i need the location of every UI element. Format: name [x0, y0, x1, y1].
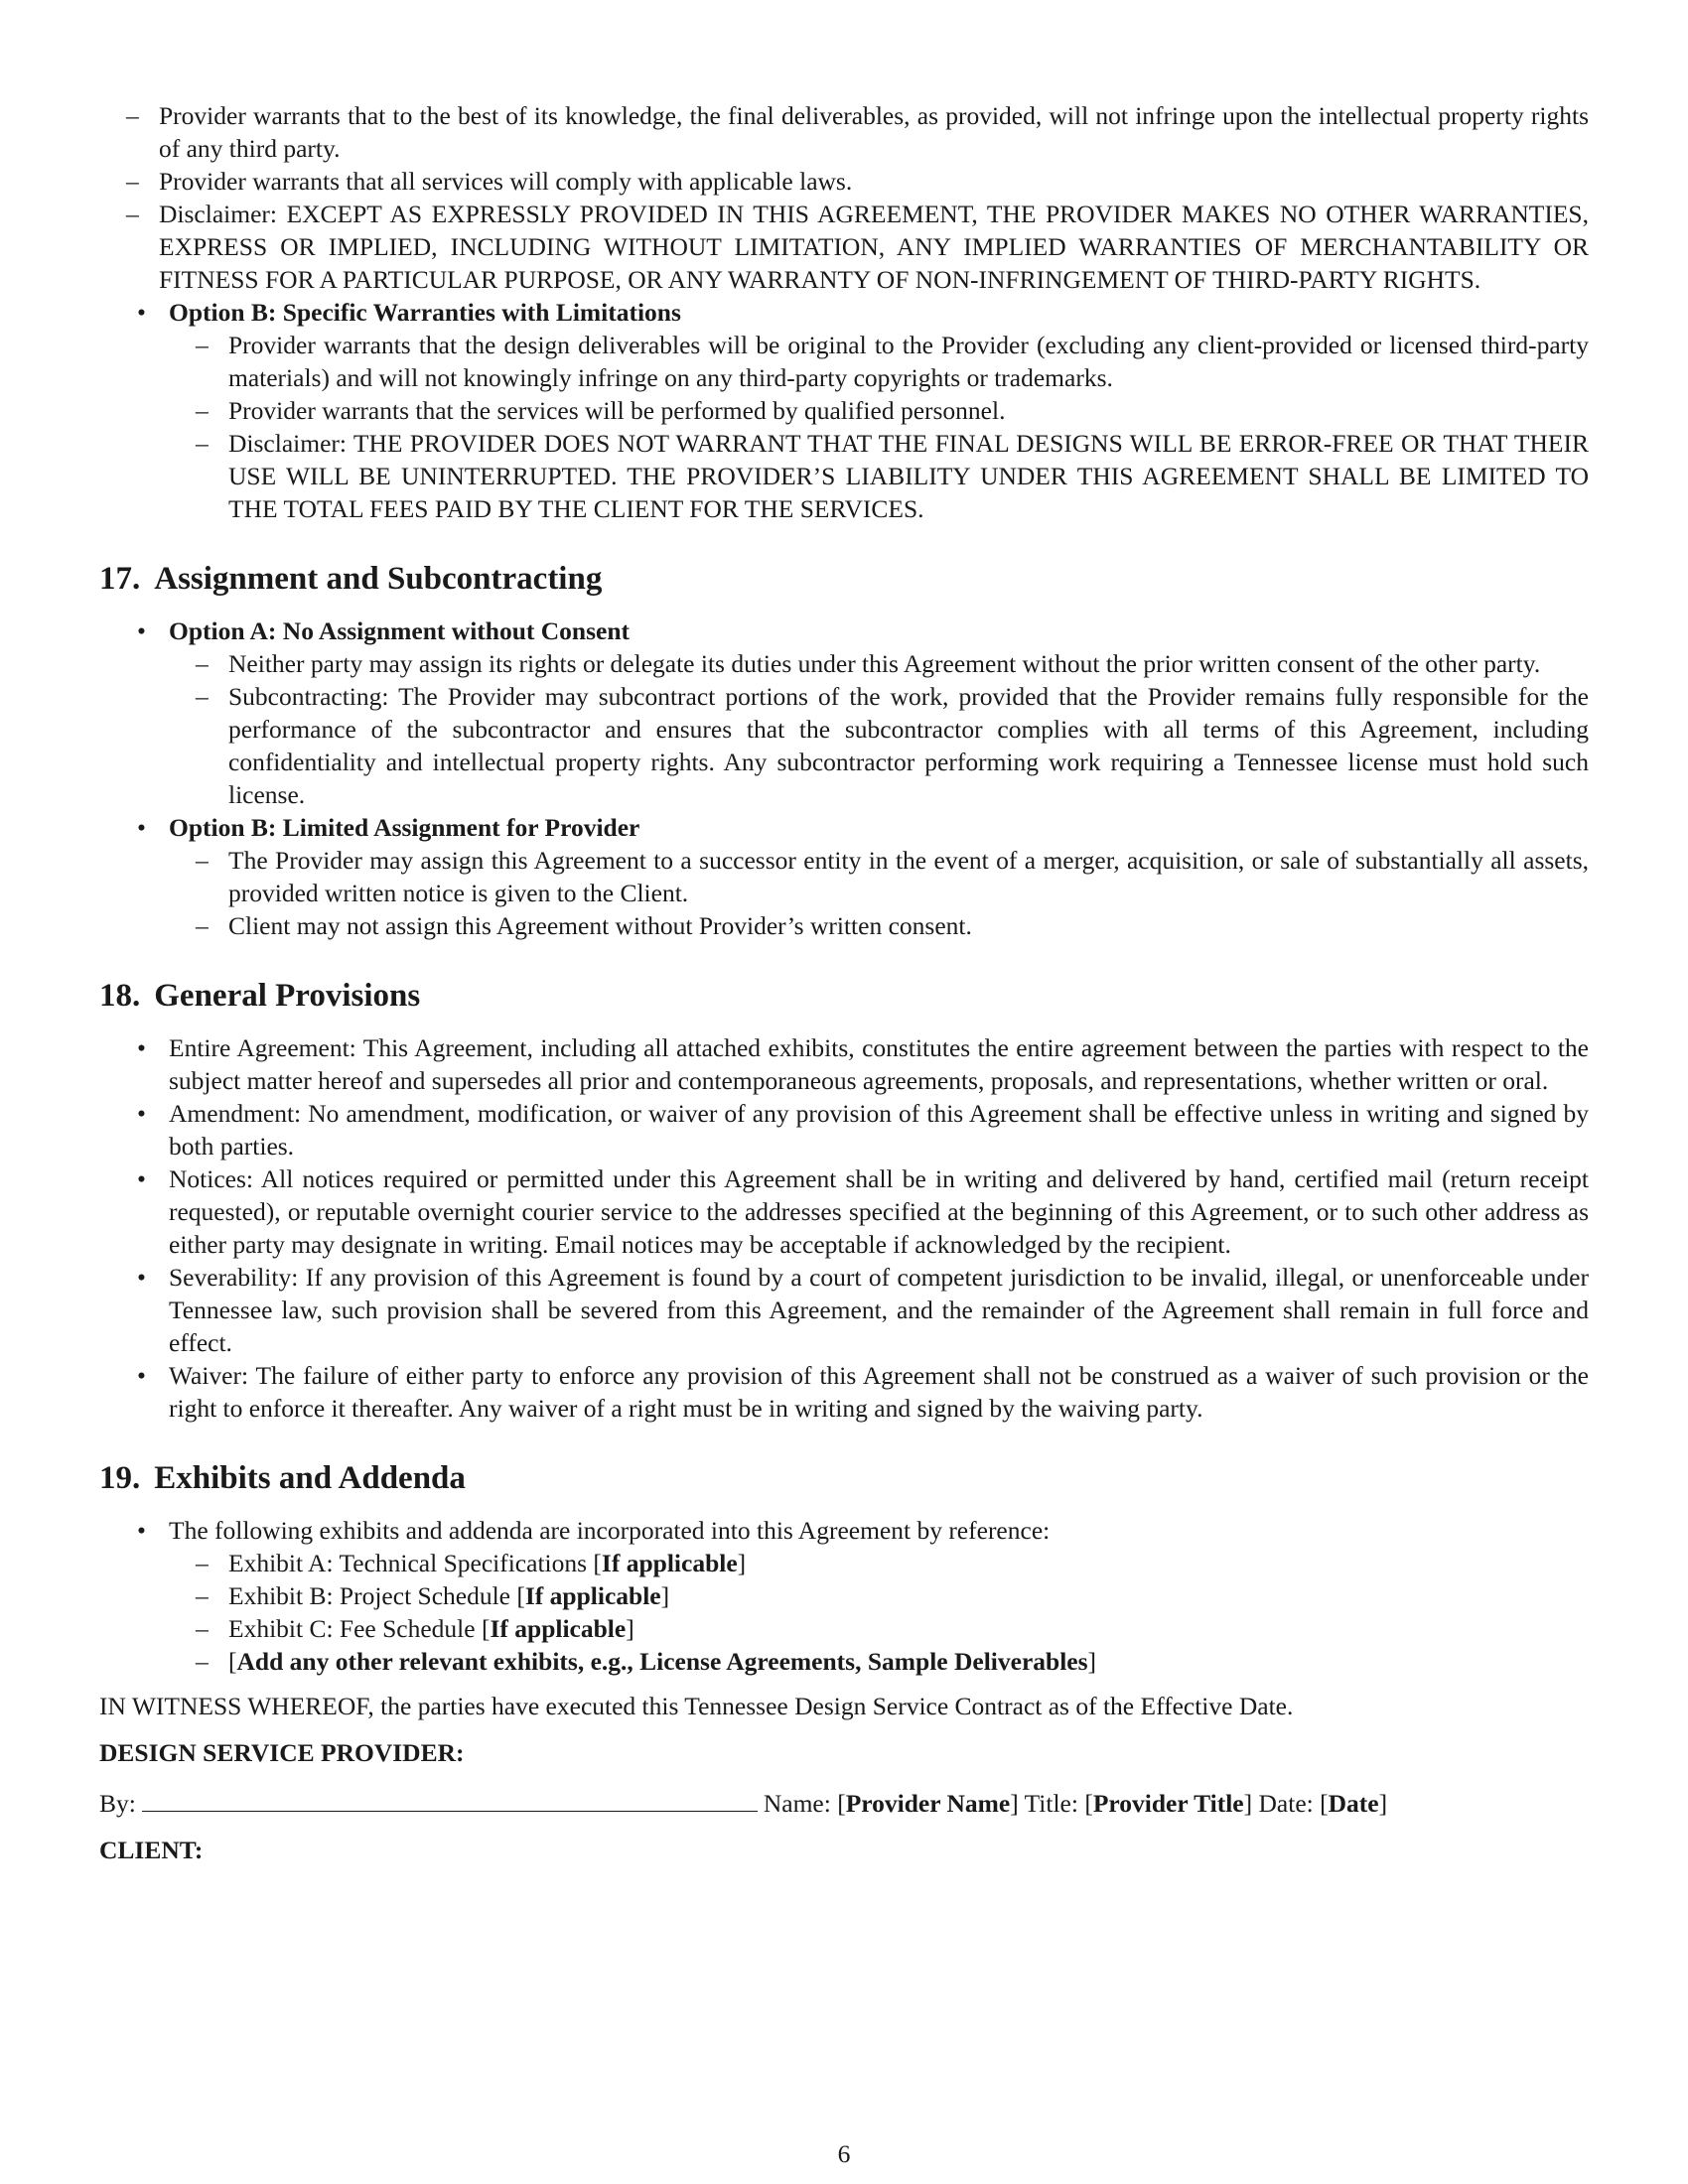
exhibit-item: – Exhibit B: Project Schedule [If applicable]: [99, 1579, 1589, 1612]
exhibit-label: Exhibit A: Technical Specifications: [228, 1549, 594, 1577]
by-label: By:: [99, 1789, 136, 1818]
option-title: Option B: Limited Assignment for Provider: [169, 813, 640, 842]
name-placeholder: Provider Name: [845, 1789, 1011, 1818]
title-placeholder: Provider Title: [1092, 1789, 1244, 1818]
exhibit-label: Exhibit C: Fee Schedule: [228, 1614, 482, 1643]
signature-blank: [142, 1789, 758, 1812]
exhibit-label: Exhibit B: Project Schedule: [228, 1581, 517, 1610]
list-item: – Provider warrants that the design deliverables will be original to the Provider (excluding any client-provided or licensed third-party materials) and will not knowingly infringe on any third-party copyrights or trademarks.: [99, 329, 1589, 394]
witness-statement: IN WITNESS WHEREOF, the parties have executed this Tennessee Design Service Contract as of the Effective Date.: [99, 1692, 1294, 1720]
section-heading-18: [99, 976, 1589, 1016]
exhibit-item: – Exhibit A: Technical Specifications [If applicable]: [99, 1547, 1589, 1579]
exhibits-intro-text: The following exhibits and addenda are incorporated into this Agreement by reference:: [169, 1516, 1051, 1545]
name-label: Name:: [763, 1789, 831, 1818]
provider-signature-line: By: Name: [Provider Name] Title: [Provider Title] Date: [Date]: [99, 1789, 1388, 1818]
warranty-options-list: [99, 99, 1589, 525]
list-item: – The Provider may assign this Agreement to a successor entity in the event of a merger, acquisition, or sale of substantially all assets, provided written notice is given to the Client.: [99, 844, 1589, 909]
list-item: – Client may not assign this Agreement without Provider’s written consent.: [99, 909, 1589, 942]
section-number: 18.: [99, 978, 141, 1014]
section-title: Assignment and Subcontracting: [154, 561, 603, 597]
exhibit-note: If applicable: [490, 1614, 627, 1643]
option-title: Option B: Specific Warranties with Limitations: [169, 298, 681, 327]
exhibit-note: If applicable: [524, 1581, 661, 1610]
assignment-options-list: [99, 614, 1589, 942]
list-item: • Notices: All notices required or permitted under this Agreement shall be in writing and delivered by hand, certified mail (return receipt requested), or reputable overnight courier service to the addresses specified at the beginning of this Agreement, or to such other address as either party may designate in writing. Email notices may be acceptable if acknowledged by the recipient.: [99, 1162, 1589, 1261]
list-item: • Waiver: The failure of either party to enforce any provision of this Agreement shall not be construed as a waiver of such provision or the right to enforce it thereafter. Any waiver of a right must be in writing and signed by the waiving party.: [99, 1359, 1589, 1425]
provider-signature-heading: DESIGN SERVICE PROVIDER:: [99, 1738, 465, 1767]
page-number: 6: [837, 2139, 851, 2168]
exhibit-note: Add any other relevant exhibits, e.g., License Agreements, Sample Deliverables: [236, 1647, 1088, 1676]
exhibit-note: If applicable: [601, 1549, 738, 1577]
list-item: – Disclaimer: EXCEPT AS EXPRESSLY PROVIDED IN THIS AGREEMENT, THE PROVIDER MAKES NO OTHER WARRANTIES, EXPRESS OR IMPLIED, INCLUDING WITHOUT LIMITATION, ANY IMPLIED WARRANTIES OF MERCHANTABILITY OR FITNESS FOR A PARTICULAR PURPOSE, OR ANY WARRANTY OF NON-INFRINGEMENT OF THIRD-PARTY RIGHTS.: [30, 198, 1589, 296]
document-page: [99, 99, 1589, 1866]
list-item: – Neither party may assign its rights or delegate its duties under this Agreement without the prior written consent of the other party.: [99, 647, 1589, 680]
exhibit-item: – Exhibit C: Fee Schedule [If applicable]: [99, 1612, 1589, 1645]
assignment-option-b: [99, 811, 1589, 942]
client-signature-heading: CLIENT:: [99, 1836, 204, 1864]
section-number: 19.: [99, 1460, 141, 1496]
title-label: Title:: [1024, 1789, 1078, 1818]
date-placeholder: Date: [1328, 1789, 1379, 1818]
date-label: Date:: [1258, 1789, 1314, 1818]
assignment-option-a: [99, 614, 1589, 811]
option-title: Option A: No Assignment without Consent: [169, 616, 631, 645]
list-item: • Entire Agreement: This Agreement, including all attached exhibits, constitutes the entire agreement between the parties with respect to the subject matter hereof and supersedes all prior and contemporaneous agreements, proposals, and representations, whether written or oral.: [99, 1031, 1589, 1097]
section-number: 17.: [99, 561, 141, 597]
list-item: – Provider warrants that all services will comply with applicable laws.: [30, 165, 1589, 198]
exhibits-intro: [99, 1514, 1589, 1678]
warranty-option-b: [99, 296, 1589, 525]
list-item: • Severability: If any provision of this Agreement is found by a court of competent jurisdiction to be invalid, illegal, or unenforceable under Tennessee law, such provision shall be severed from this Agreement, and the remainder of the Agreement shall remain in full force and effect.: [99, 1261, 1589, 1359]
section-title: General Provisions: [154, 978, 421, 1014]
exhibits-list: [99, 1514, 1589, 1678]
warranty-option-a-continued: [99, 99, 1589, 296]
section-heading-19: [99, 1458, 1589, 1498]
list-item: • Amendment: No amendment, modification, or waiver of any provision of this Agreement shall be effective unless in writing and signed by both parties.: [99, 1097, 1589, 1162]
section-heading-17: [99, 559, 1589, 599]
exhibit-item: – [Add any other relevant exhibits, e.g., License Agreements, Sample Deliverables]: [99, 1645, 1589, 1678]
list-item: – Provider warrants that the services will be performed by qualified personnel.: [99, 394, 1589, 427]
list-item: – Subcontracting: The Provider may subcontract portions of the work, provided that the Provider remains fully responsible for the performance of the subcontractor and ensures that the subcontractor complies with all terms of this Agreement, including confidentiality and intellectual property rights. Any subcontractor performing work requiring a Tennessee license must hold such license.: [99, 680, 1589, 811]
list-item: – Disclaimer: THE PROVIDER DOES NOT WARRANT THAT THE FINAL DESIGNS WILL BE ERROR-FREE OR THAT THEIR USE WILL BE UNINTERRUPTED. THE PROVIDER’S LIABILITY UNDER THIS AGREEMENT SHALL BE LIMITED TO THE TOTAL FEES PAID BY THE CLIENT FOR THE SERVICES.: [99, 427, 1589, 525]
list-item: – Provider warrants that to the best of its knowledge, the final deliverables, as provided, will not infringe upon the intellectual property rights of any third party.: [30, 99, 1589, 165]
general-provisions-list: [99, 1031, 1589, 1425]
section-title: Exhibits and Addenda: [154, 1460, 466, 1496]
